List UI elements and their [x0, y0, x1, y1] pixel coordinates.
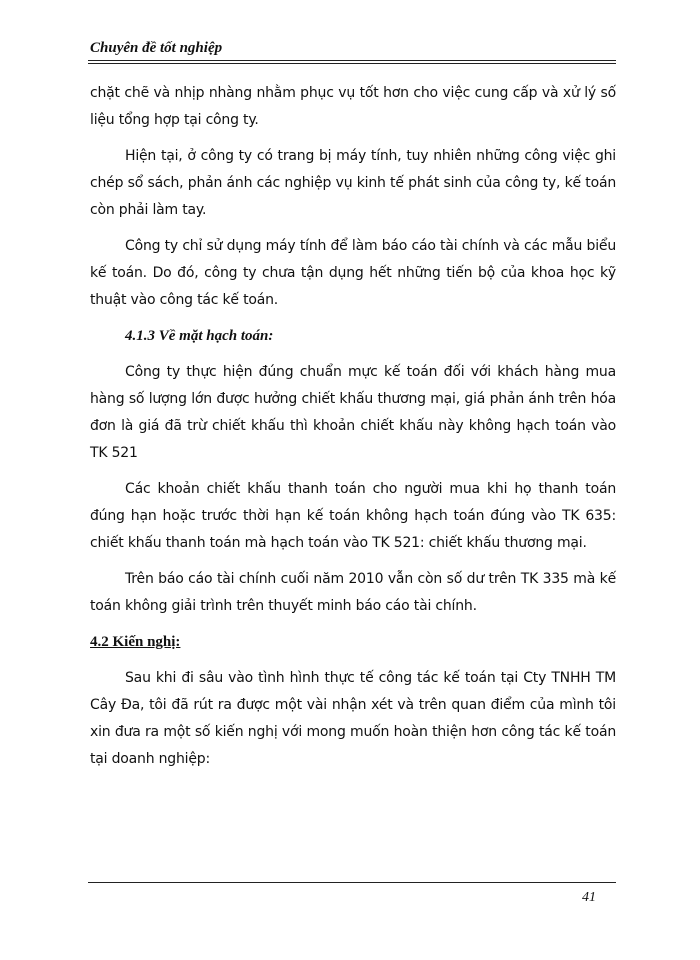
paragraph-continued: chặt chẽ và nhịp nhàng nhằm phục vụ tốt hơn cho việc cung cấp và xử lý số liệu tổng hợp tại công ty.	[90, 85, 616, 128]
paragraph-computer-usage: Công ty chỉ sử dụng máy tính để làm báo cáo tài chính và các mẫu biểu kế toán. Do đó, công ty chưa tận dụng hết những tiến bộ của khoa học kỹ thuật vào công tác kế toán.	[90, 238, 616, 308]
paragraph-computers: Hiện tại, ở công ty có trang bị máy tính, tuy nhiên những công việc ghi chép sổ sách, phản ánh các nghiệp vụ kinh tế phát sinh của công ty, kế toán còn phải làm tay.	[90, 148, 616, 218]
subheading-accounting: 4.1.3 Về mặt hạch toán:	[125, 328, 274, 344]
section-heading-recommendations: 4.2 Kiến nghị:	[90, 634, 181, 650]
paragraph-trade-discount: Công ty thực hiện đúng chuẩn mực kế toán đối với khách hàng mua hàng số lượng lớn được hưởng chiết khấu thương mại, giá phản ánh trên hóa đơn là giá đã trừ chiết khấu thì khoản chiết khấu này không hạch toán vào TK 521	[90, 364, 616, 461]
paragraph-payment-discount: Các khoản chiết khấu thanh toán cho người mua khi họ thanh toán đúng hạn hoặc trước thời hạn kế toán không hạch toán đúng vào TK 635: chiết khấu thanh toán mà hạch toán vào TK 521: chiết khấu thương mại.	[90, 481, 616, 551]
paragraph-tk335: Trên báo cáo tài chính cuối năm 2010 vẫn còn số dư trên TK 335 mà kế toán không giải trình trên thuyết minh báo cáo tài chính.	[90, 571, 616, 614]
footer-rule	[88, 882, 616, 883]
page-number: 41	[582, 890, 596, 905]
header-rule-bottom	[88, 63, 616, 64]
header-rule-top	[88, 60, 616, 61]
body-text	[90, 80, 616, 782]
paragraph-recommendations-intro: Sau khi đi sâu vào tình hình thực tế công tác kế toán tại Cty TNHH TM Cây Đa, tôi đã rút ra được một vài nhận xét và trên quan điểm của mình tôi xin đưa ra một số kiến nghị với mong muốn hoàn thiện hơn công tác kế toán tại doanh nghiệp:	[90, 670, 616, 767]
running-header-title: Chuyên đề tốt nghiệp	[90, 40, 223, 56]
